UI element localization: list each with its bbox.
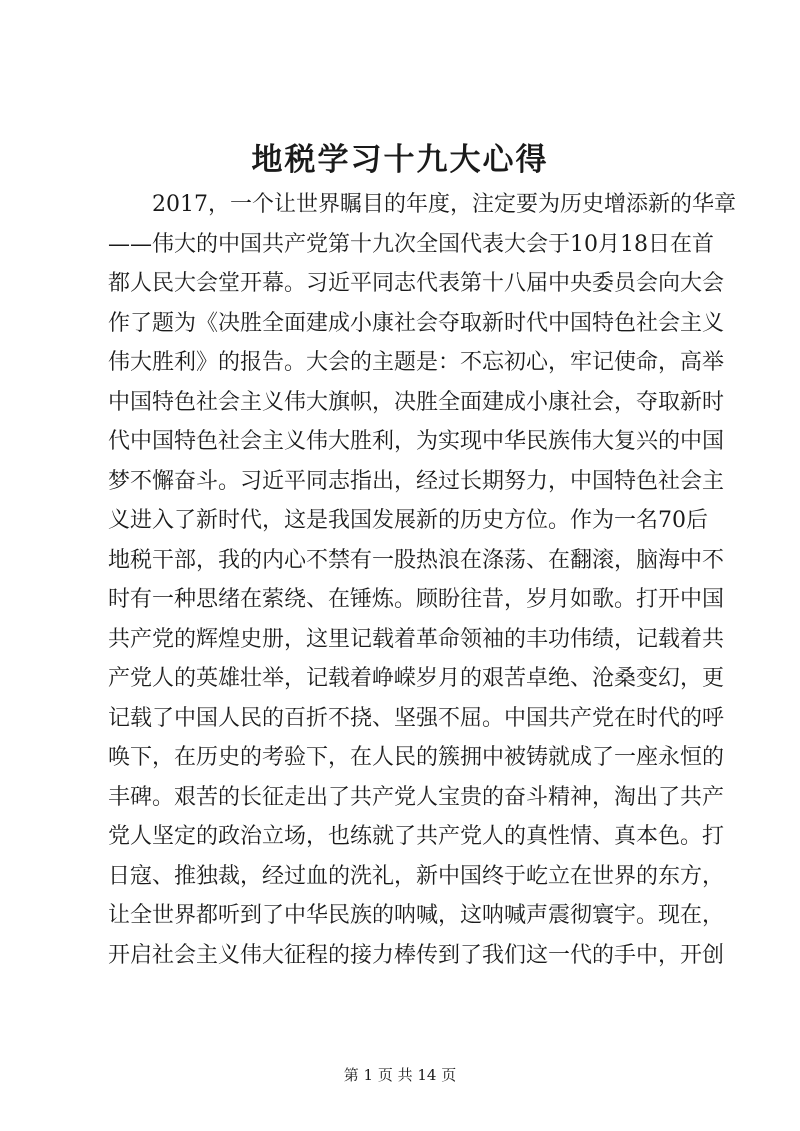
- text-line: 党人坚定的政治立场，也练就了共产党人的真性情、真本色。打: [108, 824, 725, 849]
- text-line: 伟大胜利》的报告。大会的主题是：不忘初心，牢记使命，高举: [108, 350, 725, 375]
- text-line: 时有一种思绪在萦绕、在锤炼。顾盼往昔，岁月如歌。打开中国: [108, 587, 725, 612]
- text-line: 共产党的辉煌史册，这里记载着革命领袖的丰功伟绩，记载着共: [108, 626, 725, 652]
- text-line: 2017，一个让世界瞩目的年度，注定要为历史增添新的华章: [152, 192, 736, 217]
- text-line: 梦不懈奋斗。习近平同志指出，经过长期努力，中国特色社会主: [108, 468, 725, 494]
- text-line: 产党人的英雄壮举，记载着峥嵘岁月的艰苦卓绝、沧桑变幻，更: [108, 666, 725, 691]
- text-line: 中国特色社会主义伟大旗帜，决胜全面建成小康社会，夺取新时: [108, 389, 725, 415]
- page-footer: 第 1 页 共 14 页: [343, 1066, 457, 1084]
- text-line: 代中国特色社会主义伟大胜利，为实现中华民族伟大复兴的中国: [108, 429, 725, 454]
- text-line: 都人民大会堂开幕。习近平同志代表第十八届中央委员会向大会: [108, 271, 725, 296]
- text-line: 日寇、推独裁，经过血的洗礼，新中国终于屹立在世界的东方，: [108, 863, 725, 889]
- text-line: 丰碑。艰苦的长征走出了共产党人宝贵的奋斗精神，淘出了共产: [108, 784, 725, 810]
- text-line: 唤下，在历史的考验下，在人民的簇拥中被铸就成了一座永恒的: [108, 745, 725, 770]
- text-line: 作了题为《决胜全面建成小康社会夺取新时代中国特色社会主义: [108, 310, 725, 336]
- text-line: 让全世界都听到了中华民族的呐喊，这呐喊声震彻寰宇。现在，: [108, 903, 725, 928]
- text-line: 地税干部，我的内心不禁有一股热浪在涤荡、在翻滚，脑海中不: [108, 547, 725, 573]
- text-line: 记载了中国人民的百折不挠、坚强不屈。中国共产党在时代的呼: [108, 705, 725, 731]
- body-text: [108, 185, 736, 975]
- text-line: 义进入了新时代，这是我国发展新的历史方位。作为一名70后: [108, 508, 708, 533]
- text-line: 开启社会主义伟大征程的接力棒传到了我们这一代的手中，开创: [108, 942, 725, 968]
- document-title: 地税学习十九大心得: [251, 142, 549, 178]
- text-line: ——伟大的中国共产党第十九次全国代表大会于10月18日在首: [108, 231, 714, 257]
